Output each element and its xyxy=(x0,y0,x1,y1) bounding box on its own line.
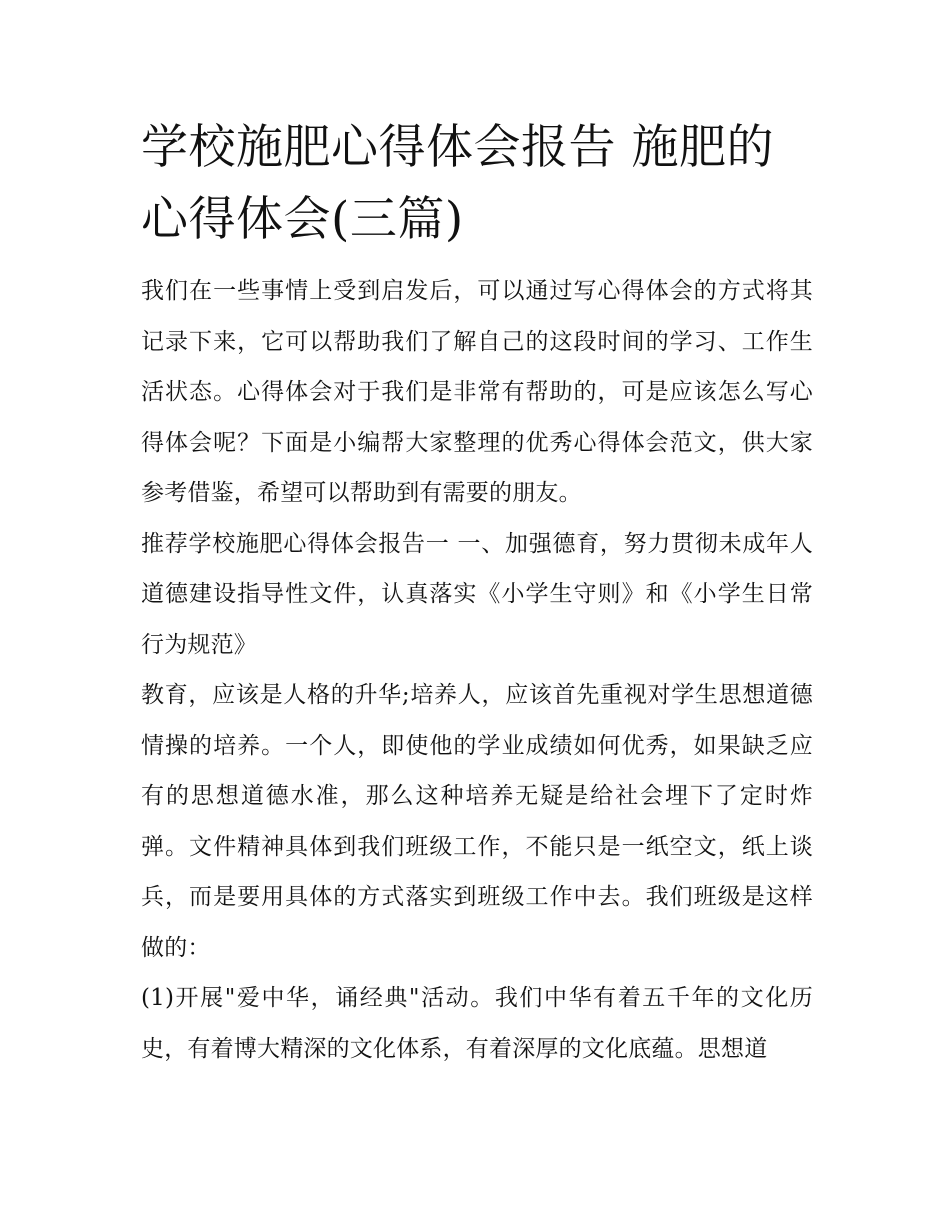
paragraph-education: 教育，应该是人格的升华;培养人，应该首先重视对学生思想道德情操的培养。一个人，即使他的学业成绩如何优秀，如果缺乏应有的思想道德水准，那么这种培养无疑是给社会埋下了定时炸弹。文件精神具体到我们班级工作，不能只是一纸空文，纸上谈兵，而是要用具体的方式落实到班级工作中去。我们班级是这样做的： xyxy=(141,682,813,961)
paragraph-intro: 我们在一些事情上受到启发后，可以通过写心得体会的方式将其记录下来，它可以帮助我们了解自己的这段时间的学习、工作生活状态。心得体会对于我们是非常有帮助的，可是应该怎么写心得体会呢？下面是小编帮大家整理的优秀心得体会范文，供大家参考借鉴，希望可以帮助到有需要的朋友。 xyxy=(141,278,813,506)
paragraph-section-one: 推荐学校施肥心得体会报告一 一、加强德育，努力贯彻未成年人道德建设指导性文件，认真落实《小学生守则》和《小学生日常行为规范》 xyxy=(141,530,813,658)
document-page xyxy=(141,112,813,1074)
paragraph-activity: (1)开展"爱中华，诵经典"活动。我们中华有着五千年的文化历史，有着博大精深的文化体系，有着深厚的文化底蕴。思想道 xyxy=(141,985,813,1062)
document-title: 学校施肥心得体会报告 施肥的心得体会(三篇) xyxy=(141,120,774,247)
